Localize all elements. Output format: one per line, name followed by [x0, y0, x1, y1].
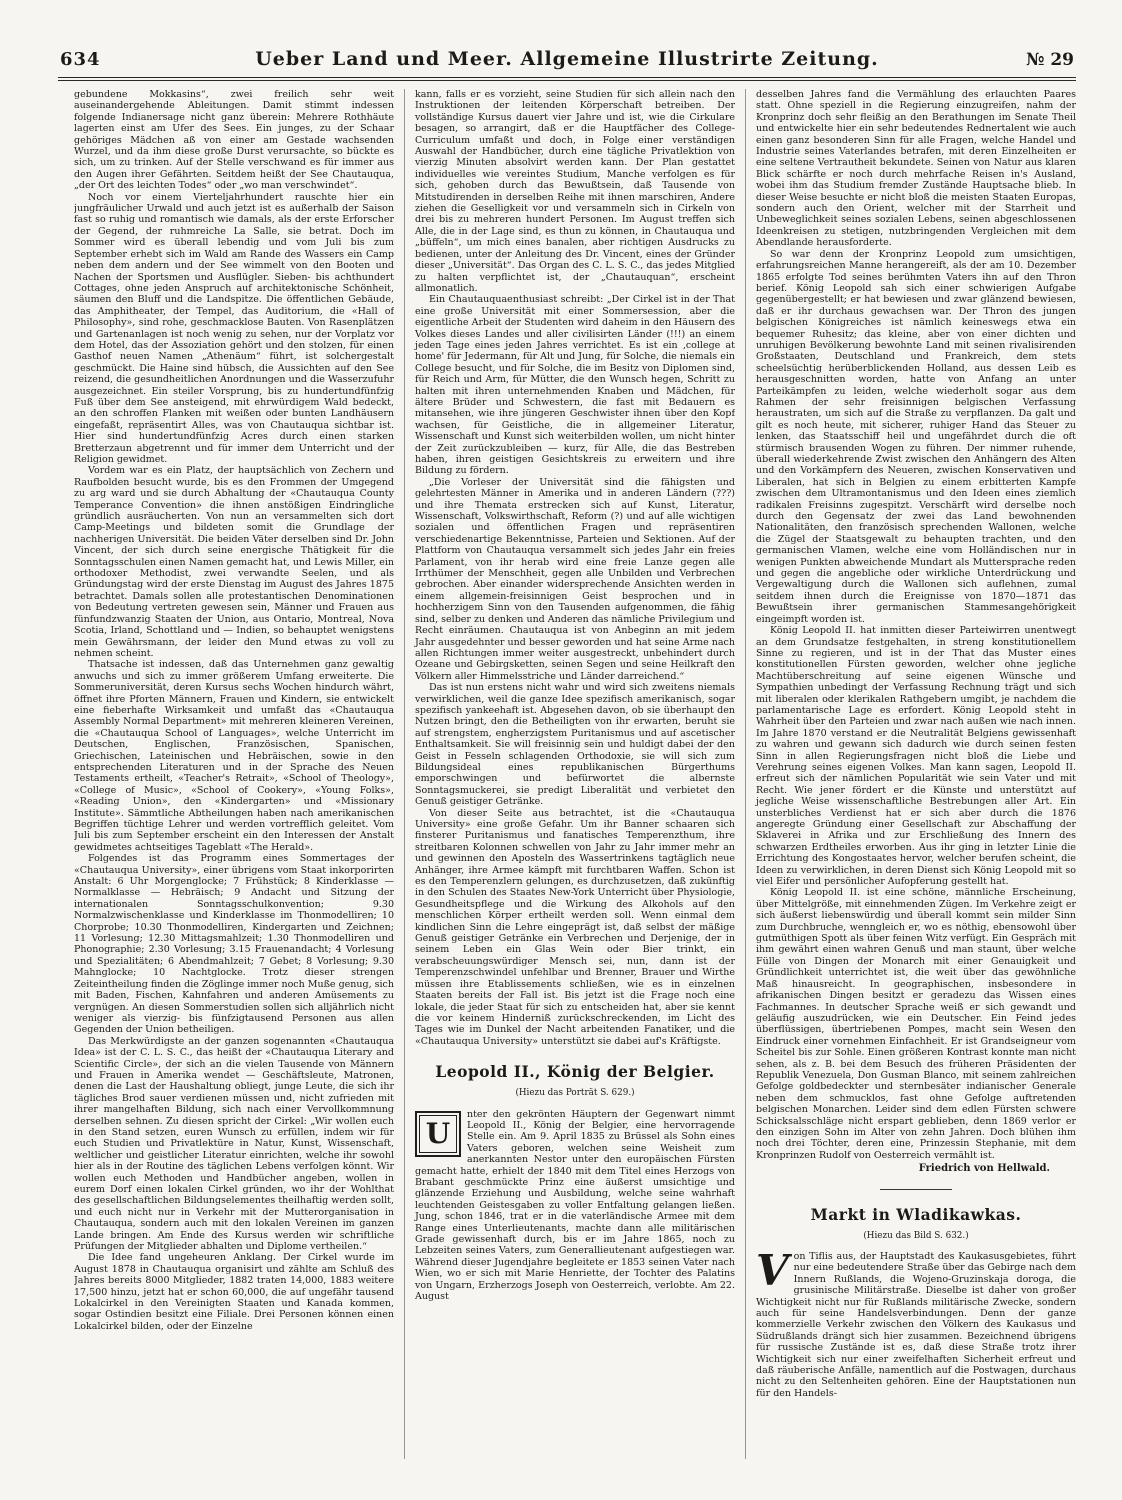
paragraph: gebundene Mokkasins“, zwei freilich sehr weit auseinandergehende Ableitungen. Damit stimmt indessen folgende Indianersage nicht ganz überein: Mehrere Rothhäute lagerten einst am Ufer des Sees. Ein junges, zu der Schaar gehöriges Mädchen aß von einer am Gestade wachsenden Wurzel, und da ihm diese große Durst verursachte, so bückte es sich, um zu trinken. Auf der Stelle verschwand es für immer aus den Augen ihrer Gefährten. Seitdem heißt der See Chautauqua, „der Ort des leichten Todes“ oder „wo man verschwindet“.: [74, 89, 394, 192]
running-head: [0, 0, 1122, 70]
paragraph: U nter den gekrönten Häuptern der Gegenwart nimmt Leopold II., König der Belgier, eine hervorragende Stelle ein. Am 9. April 1835 zu Brüssel als Sohn eines Vaters geboren, welchen seine Weisheit zum anerkannten Nestor unter den europäischen Fürsten gemacht hatte, erhielt der 1840 mit dem Titel eines Herzogs von Brabant geschmückte Prinz eine äußerst umsichtige und glänzende Erziehung und Ausbildung, welche seine wahrhaft leuchtenden Geistesgaben zu voller Entfaltung gelangen ließen. Jung, schon 1846, trat er in die vaterländische Armee mit dem Range eines Unterlieutenants, machte dann alle militärischen Grade gewissenhaft durch, bis er im Jahre 1865, noch zu Lebzeiten seines Vaters, zum Generallieutenant aufgestiegen war. Während dieser Jugendjahre begleitete er 1853 seinen Vater nach Wien, wo er sich mit Marie Henriette, der Tochter des Palatins von Ungarn, Erzherzogs Joseph von Oesterreich, verlobte. Am 22. August: [415, 1108, 735, 1303]
paragraph: Thatsache ist indessen, daß das Unternehmen ganz gewaltig anwuchs und sich zu immer größerem Umfang erweiterte. Die Sommeruniversität, deren Kursus sechs Wochen hindurch währt, öffnet ihre Pforten Männern, Frauen und Kindern, sie entwickelt eine fieberhafte Wirksamkeit und umfaßt das «Chautauqua Assembly Normal Department» mit mehreren kleineren Vereinen, die «Chautauqua School of Languages», welche Unterricht im Deutschen, Englischen, Französischen, Spanischen, Griechischen, Lateinischen und Hebräischen, sowie in den entsprechenden Literaturen und in der Sprache des Neuen Testaments ertheilt, «Teacher's Retrait», «School of Theology», «College of Music», «School of Cookery», «Young Folks», «Reading Union», den «Kindergarten» und «Missionary Institute». Sämmtliche Abtheilungen haben nach amerikanischen Begriffen tüchtige Lehrer und werden vortrefflich geleitet. Vom Juli bis zum September erscheint ein den Interessen der Anstalt gewidmetes achtseitiges Tageblatt «The Herald».: [74, 659, 394, 853]
paragraph: desselben Jahres fand die Vermählung des erlauchten Paares statt. Ohne speziell in die Regierung einzugreifen, nahm der Kronprinz doch sehr fleißig an den Berathungen im Senate Theil und entwickelte hier ein sehr bedeutendes Rednertalent wie auch einen ganz besonderen Sinn für alle Fragen, welche Handel und Industrie seines Vaterlandes betrafen, mit deren Einzelheiten er eine seltene Vertrautheit bekundete. Seinen von Natur aus klaren Blick schärfte er noch durch mehrfache Reisen in's Ausland, wobei ihm das Studium fremder Zustände Hauptsache blieb. In dieser Weise besuchte er nicht bloß die meisten Staaten Europas, sondern auch den Orient, welcher mit der Starrheit und Unbeweglichkeit seines sozialen Lebens, seinen abgeschlossenen Ideenkreisen zu stetigen, nutzbringenden Vergleichen mit dem Abendlande herausforderte.: [756, 89, 1076, 249]
article-caption: (Hiezu das Porträt S. 629.): [515, 1088, 635, 1099]
paragraph: So war denn der Kronprinz Leopold zum umsichtigen, erfahrungsreichen Manne herangereift, als der am 10. Dezember 1865 erfolgte Tod seines berühmten Vaters ihn auf den Thron berief. König Leopold sah sich einer schwierigen Aufgabe gegenübergestellt; er hat bewiesen und zwar glänzend bewiesen, daß er ihr durchaus gewachsen war. Der Thron des jungen belgischen Königreiches ist nämlich keineswegs etwa ein bequemer Ruhesitz; das kleine, aber von einer dichten und unruhigen Bevölkerung bewohnte Land mit seinen rivalisirenden Großstaaten, Deutschland und Frankreich, dem stets scheelsüchtig herüberblickenden Holland, aus dessen Leib es herausgeschnitten worden, hatte von Anfang an unter Parteikämpfen zu leiden, welche wiederholt sogar aus dem Rahmen der sehr freisinnigen belgischen Verfassung heraustraten, um sich auf die Straße zu verpflanzen. Da galt und gilt es noch heute, mit sicherer, ruhiger Hand das Steuer zu lenken, das Staatsschiff heil und ungefährdet durch die oft stürmisch brausenden Wogen zu führen. Der nimmer ruhende, überall wiederkehrende Zwist zwischen den Anhängern des Alten und den Vorkämpfern des Neueren, zwischen Konservativen und Liberalen, hat sich in Belgien zu einem erbitterten Kampfe zwischen dem Ultramontanismus und den Ideen eines ziemlich radikalen Freisinns zugespitzt. Verschärft wird derselbe noch durch den Gegensatz der zwei das Land bewohnenden Nationalitäten, den französisch sprechenden Wallonen, welche die Zügel der Staatsgewalt zu behaupten trachten, und den germanischen Vlamen, welche eine vom Holländischen nur in wenigen Punkten abweichende Mundart als Muttersprache reden und gegen die angebliche oder wirkliche Unterdrückung und Vergewaltigung durch die Wallonen sich auflehnen, zumal seitdem ihnen durch die Ereignisse von 1870—1871 das Bewußtsein ihrer germanischen Stammesangehörigkeit eingeimpft worden ist.: [756, 248, 1076, 625]
paragraph: Von dieser Seite aus betrachtet, ist die «Chautauqua University» eine große Gefahr. Um ihr Banner schaaren sich finsterer Puritanismus und fanatisches Temperenzthum, ihre streitbaren Kolonnen schwellen von Jahr zu Jahr immer mehr an und gewinnen den Aposteln des Wassertrinkens tagtäglich neue Anhänger, ihre Armee kämpft mit furchtbaren Waffen. Schon ist es den Temperenzlern gelungen, es durchzusetzen, daß zukünftig in den Schulen des Staates New-York Unterricht über Physiologie, Gesundheitspflege und die Wirkung des Alkohols auf den menschlichen Körper ertheilt werden soll. Wenn einmal dem kindlichen Sinn die Lehre eingeprägt ist, daß selbst der mäßige Genuß geistiger Getränke ein Verbrechen und Derjenige, der in seinem Leben ein Glas Wein oder Bier trinkt, ein verabscheuungswürdiger Mensch sei, nun, dann ist der Temperenzschwindel unfehlbar und Brenner, Brauer und Wirthe müssen ihre Etablissements schließen, wie es in einzelnen Staaten bereits der Fall ist. Bis jetzt ist die Frage noch eine lokale, die jeder Staat für sich zu entscheiden hat, aber sie kennt die vor keinem Hinderniß zurückschreckenden, im Licht des Tages wie im Dunkel der Nacht arbeitenden Fanatiker, und die «Chautauqua University» unterstützt sie dabei auf's Kräftigste.: [415, 807, 735, 1047]
paragraph: König Leopold II. ist eine schöne, männliche Erscheinung, über Mittelgröße, mit einnehmenden Zügen. Im Verkehre zeigt er sich äußerst liebenswürdig und überall kommt sein milder Sinn zum Durchbruche, wenngleich er, wo es nöthig, ebensowohl über gutmüthigen Spott als über feinen Witz verfügt. Ein Gespräch mit ihm gewährt einen wahren Genuß und man staunt, über welche Fülle von Dingen der Monarch mit einer Genauigkeit und Gründlichkeit unterrichtet ist, die weit über das gewöhnliche Maß hinausreicht. In geographischen, insbesondere in afrikanischen Dingen besitzt er geradezu das Wissen eines Fachmannes. In deutscher Sprache weiß er sich gewandt und geläufig auszudrücken, wie ein Deutscher. Ein Feind jedes überflüssigen, übertriebenen Pompes, macht sein Wesen den Eindruck einer vornehmen Einfachheit. Er ist Grandseigneur vom Scheitel bis zur Sohle. Einen größeren Kontrast konnte man nicht sehen, als z. B. bei dem Besuch des früheren Präsidenten der Republik Venezuela, Don Gusman Blanco, mit seinem zahlreichen Gefolge goldbedeckter und sternbesäter indianischer Generale neben dem schmucklos, fast ohne Gefolge auftretenden belgischen Monarchen. Leider sind dem edlen Fürsten schwere Schicksalsschläge nicht erspart geblieben, denn 1869 verlor er den einzigen Sohn im Alter von zehn Jahren. Doch blühen ihm noch drei Töchter, deren eine, Prinzessin Stephanie, mit dem Kronprinzen Rudolf von Oesterreich vermählt ist.: [756, 887, 1076, 1161]
author-signature: Friedrich von Hellwald.: [918, 1163, 1050, 1175]
paragraph: Die Idee fand ungeheuren Anklang. Der Cirkel wurde im August 1878 in Chautauqua organisirt und zählte am Schluß des Jahres bereits 8000 Mitglieder, 1882 traten 14,000, 1883 weitere 17,500 hinzu, jetzt hat er schon 60,000, die auf ungefähr tausend Lokalcirkel in den Vereinigten Staaten und Kanada kommen, sogar Ostindien besitzt eine Filiale. Drei Personen können einen Lokalcirkel bilden, oder der Einzelne: [74, 1252, 394, 1332]
paragraph: Ein Chautauquaenthusiast schreibt: „Der Cirkel ist in der That eine große Universität mit einer Sommersession, aber die eigentliche Arbeit der Studenten wird daheim in den Häusern des Volkes dieses Landes und aller civilisirten Länder (!!!) an einem jeden Tage eines jeden Jahres verrichtet. Es ist ein ‚college at home' für Jedermann, für Alt und Jung, für Solche, die niemals ein College besucht, und für Solche, die im Besitz von Diplomen sind, für Reich und Arm, für Mütter, die den Wunsch hegen, Schritt zu halten mit ihren unternehmenden Knaben und Mädchen, für ältere Brüder und Schwestern, die fast mit Bedauern es mitansehen, wie ihre jüngeren Geschwister ihnen über den Kopf wachsen, für Geistliche, die in allgemeiner Literatur, Wissenschaft und Kunst sich weiterbilden wollen, um nicht hinter der Zeit zurückzubleiben — kurz, für Alle, die das Bestreben haben, ihren geistigen Gesichtskreis zu erweitern und ihre Bildung zu fördern.: [415, 294, 735, 477]
ornamental-initial: U: [415, 1111, 461, 1157]
text-columns: [0, 81, 1122, 1459]
article-heading: Markt in Wladikawkas.: [810, 1204, 1022, 1224]
column-1: [74, 89, 394, 1459]
paragraph: Folgendes ist das Programm eines Sommertages der «Chautauqua University», einer übrigens vom Staat inkorporirten Anstalt: 6 Uhr Morgenglocke; 7 Frühstück; 8 Kinderklasse — Normalklasse — Hebräisch; 9 Andacht und Sitzung der internationalen Sonntagsschulkonvention; 9.30 Normalzwischenklasse und Kinderklasse im Thonmodelliren; 10 Chorprobe; 10.30 Thonmodelliren, Kindergarten und Zeichnen; 11 Vorlesung; 12.30 Mittagsmahlzeit; 1.30 Thonmodelliren und Phonographie; 2.30 Vorlesung; 3.15 Frauenandacht; 4 Vorlesung und Spezialitäten; 6 Abendmahlzeit; 7 Gebet; 8 Vorlesung; 9.30 Mahnglocke; 10 Nachtglocke. Trotz dieser strengen Zeiteintheilung finden die Zöglinge immer noch Muße genug, sich mit Baden, Fischen, Kahnfahren und anderen Amüsements zu vergnügen. An diesen Sommerstudien sollen sich alljährlich nicht weniger als vierzig- bis fünfzigtausend Personen aus allen Gegenden der Union betheiligen.: [74, 853, 394, 1036]
issue-number: № 29: [1025, 50, 1074, 70]
column-2: [404, 89, 735, 1459]
paragraph: Vordem war es ein Platz, der hauptsächlich von Zechern und Raufbolden besucht wurde, bis es den Frommen der Umgegend zu arg ward und sie durch Abhaltung der «Chautauqua County Temperance Convention» die ihnen anstößigen Eindringliche gründlich ausräucherten. Von nun an versammelten sich dort Camp-Meetings und bildeten somit die Grundlage der nachherigen Universität. Die beiden Väter derselben sind Dr. John Vincent, der sich durch seine energische Thätigkeit für die Sonntagsschulen einen Namen gemacht hat, und Lewis Miller, ein orthodoxer Methodist, zwei verwandte Seelen, und als Gründungstag wird der erste Dienstag im August des Jahres 1875 betrachtet. Damals sollen alle protestantischen Denominationen von Bedeutung vertreten gewesen sein, Männer und Frauen aus fünfundzwanzig Staaten der Union, aus Ontario, Montreal, Nova Scotia, Irland, Schottland und — Indien, so behauptet wenigstens mein Gewährsmann, der leider den Mund etwas zu voll zu nehmen scheint.: [74, 465, 394, 659]
paragraph: Das ist nun erstens nicht wahr und wird sich zweitens niemals verwirklichen, weil die ganze Idee spezifisch amerikanisch, sogar spezifisch yankeehaft ist. Abgesehen davon, ob sie überhaupt den Nutzen bringt, den die Betheiligten von ihr erwarten, beruht sie auf strengstem, engherzigstem Puritanismus und auf ascetischer Enthaltsamkeit. Sie will freisinnig sein und huldigt dabei der den Geist in Fesseln schlagenden Orthodoxie, sie will sich zum Bildungsideal eines republikanischen Bürgerthums emporschwingen und befürwortet die albernste Sonntagsmuckerei, sie predigt Liberalität und verbietet den Genuß geistiger Getränke.: [415, 682, 735, 808]
page-number: 634: [60, 49, 101, 70]
paragraph: Noch vor einem Vierteljahrhundert rauschte hier ein jungfräulicher Urwald und auch jetzt ist es außerhalb der Saison fast so ruhig und romantisch wie damals, als der erste Erforscher der Gegend, der ruhmreiche La Salle, sie betrat. Doch im Sommer wird es überall lebendig und vom Juli bis zum September erhebt sich im Wald am Rande des Wassers ein Camp neben dem andern und der See wimmelt von den Booten und Nachen der Sportsmen und Ausflügler. Sieben- bis achthundert Cottages, ohne jeden Anspruch auf architektonische Schönheit, säumen den Bluff und die Landspitze. Die öffentlichen Gebäude, das Amphitheater, der Tempel, das Auditorium, die «Hall of Philosophy», sind rohe, geschmacklose Bauten. Von Rasenplätzen und Gartenanlagen ist noch wenig zu sehen, nur der Vorplatz vor dem Hotel, das der Assoziation gehört und den stolzen, für einen Gasthof neuen Namen „Athenäum“ führt, ist solchergestalt geschmückt. Die Haine sind hübsch, die Aussichten auf den See reizend, die gesundheitlichen Anordnungen und die Wasserzufuhr ausgezeichnet. Ein steiler Vorsprung, bis zu hundertundfünfzig Fuß über dem See ansteigend, mit ehrwürdigem Wald bedeckt, an den schroffen Flanken mit weißen oder bunten Landhäusern eingefaßt, repräsentirt Alles, was von Chautauqua sichtbar ist. Hier sind hundertundfünfzig Acres durch einen starken Bretterzaun abgetrennt und für immer dem Unterricht und der Religion gewidmet.: [74, 191, 394, 465]
paragraph: „Die Vorleser der Universität sind die fähigsten und gelehrtesten Männer in Amerika und in anderen Ländern (???) und ihre Themata erstrecken sich auf Kunst, Literatur, Wissenschaft, Volkswirthschaft, Reform (?) und auf alle wichtigen sozialen und öffentlichen Fragen und repräsentiren verschiedenartige Bekenntnisse, Parteien und Sektionen. Auf der Plattform von Chautauqua versammelt sich jedes Jahr ein freies Parlament, von ihr herab wird eine freie Lanze gegen alle Irrthümer der Menschheit, gegen alle Unbilden und Verbrechen gebrochen. Aber einander widersprechende Ansichten werden in einem allgemein-freisinnigen Geist besprochen und in hochherzigem Sinn von den Tausenden aufgenommen, die fähig sind, selber zu denken und Anderen das nämliche Privilegium und Recht einräumen. Chautauqua ist von Anbeginn an mit jedem Jahr ausgedehnter und besser geworden und hat seine Arme nach allen Richtungen immer weiter ausgestreckt, unbehindert durch Ozeane und Gebirgsketten, seinen Segen und seine Heilkraft den Völkern aller Himmelsstriche und Länder darreichend.“: [415, 476, 735, 682]
article-caption: (Hiezu das Bild S. 632.): [863, 1230, 969, 1241]
masthead-title: Ueber Land und Meer. Allgemeine Illustrirte Zeitung.: [255, 48, 879, 70]
column-3: [745, 89, 1076, 1459]
section-divider-rule: [880, 1189, 952, 1190]
paragraph: kann, falls er es vorzieht, seine Studien für sich allein nach den Instruktionen der leitenden Körperschaft betreiben. Der vollständige Kursus dauert vier Jahre und ist, wie die Cirkulare besagen, so arrangirt, daß er die Hauptfächer des College-Curriculum umfaßt und doch, in Folge einer verständigen Auswahl der Handbücher, durch eine tägliche Privatlektion von vierzig Minuten absolvirt werden kann. Der Plan gestattet individuelles wie vereintes Studium, Manche verfolgen es für sich, gehoben durch das Bewußtsein, daß Tausende von Mitstudirenden in derselben Reihe mit ihnen marschiren, Andere ziehen die Geselligkeit vor und versammeln sich in Cirkeln von drei bis zu mehreren hundert Personen. Im August treffen sich Alle, die in der Lage sind, es thun zu können, in Chautauqua und „büffeln“, um mich eines banalen, aber richtigen Ausdrucks zu bedienen, unter der Anleitung des Dr. Vincent, eines der Gründer dieser „Universität“. Das Organ des C. L. S. C., das jedes Mitglied zu halten verpflichtet ist, der „Chautauquan“, erscheint allmonatlich.: [415, 89, 735, 294]
paragraph: Von Tiflis aus, der Hauptstadt des Kaukasusgebietes, führt nur eine bedeutendere Straße über das Gebirge nach dem Innern Rußlands, die Wojeno-Gruzinskaja doroga, die grusinische Militärstraße. Dieselbe ist daher von großer Wichtigkeit nicht nur für Rußlands militärische Zwecke, sondern auch für seine Handelsverbindungen. Denn der ganze kommerzielle Verkehr zwischen den Völkern des Kaukasus und Südrußlands drängt sich hier zusammen. Bezeichnend übrigens für russische Zustände ist es, daß diese Straße trotz ihrer Wichtigkeit sich nur einer zweifelhaften Sicherheit erfreut und daß räuberische Anfälle, namentlich auf die Postwagen, durchaus nicht zu den Seltenheiten gehören. Eine der Hauptstationen nun für den Handels-: [756, 1246, 1076, 1399]
ornamental-initial: V: [756, 1246, 789, 1295]
paragraph: Das Merkwürdigste an der ganzen sogenannten «Chautauqua Idea» ist der C. L. S. C., das heißt der «Chautauqua Literary and Scientific Circle», der sich an die vielen Tausende von Männern und Frauen in Amerika wendet — Geschäftsleute, Matronen, denen die Last der Haushaltung obliegt, junge Leute, die sich ihr tägliches Brod sauer verdienen müssen und, nicht zufrieden mit ihrer mangelhaften Bildung, sich nach einer Vervollkommnung derselben sehnen. Zu diesen spricht der Cirkel: „Wir wollen euch in den Stand setzen, euren Wunsch zu erfüllen, indem wir für euch Studien und Privatlektüre in Natur, Kunst, Wissenschaft, weltlicher und geistlicher Literatur einrichten, welche ihr sowohl hier als in der Routine des täglichen Lebens verfolgen könnt. Wir wollen euch Methoden und Handbücher angeben, wollen in eurem Dorf einen lokalen Cirkel gründen, wo ihr der Wohlthat des gesellschaftlichen Bildungselementes theilhaftig werden sollt, und euch nicht nur in Verkehr mit der Mutterorganisation in Chautauqua, sondern auch mit den lokalen Vereinen im ganzen Lande bringen. Am Ende des Kursus werden wir schriftliche Prüfungen der Mitglieder abhalten und Diplome vertheilen.“: [74, 1035, 394, 1253]
article-heading: Leopold II., König der Belgier.: [435, 1062, 715, 1082]
paragraph: König Leopold II. hat inmitten dieser Parteiwirren unentwegt an dem Grundsatze festgehalten, in streng konstitutionellem Sinne zu regieren, und ist in der That das Muster eines konstitutionellen Fürsten geworden, welcher ohne jegliche Machtüberschreitung auf seine eigenen Wünsche und Sympathien unbedingt der Verfassung Rechnung trägt und sich mit liberalen oder klerikalen Rathgebern umgibt, je nachdem die parlamentarische Lage es erfordert. König Leopold steht in Wahrheit über den Parteien und zwar nach außen wie nach innen. Im Jahre 1870 verstand er die Neutralität Belgiens gewissenhaft zu wahren und gewann sich dadurch wie durch seinen festen Sinn in allen Regierungsfragen nicht bloß die Liebe und Verehrung seines eigenen Volkes. Man kann sagen, Leopold II. erfreut sich der nämlichen Popularität wie sein Vater und mit Recht. Wie jener fördert er die Künste und unterstützt auf jegliche Weise wissenschaftliche Bestrebungen aller Art. Ein unsterbliches Verdienst hat er sich aber durch die 1876 angeregte Gründung einer Gesellschaft zur Abschaffung der Sklaverei in Afrika und zur Erschließung des Innern des schwarzen Erdtheiles erworben. Aus ihr ging in letzter Linie die Errichtung des Kongostaates hervor, welcher berufen scheint, die Ideen zu verwirklichen, in deren Dienst sich König Leopold mit so viel Eifer und persönlicher Aufopferung gestellt hat.: [756, 625, 1076, 888]
